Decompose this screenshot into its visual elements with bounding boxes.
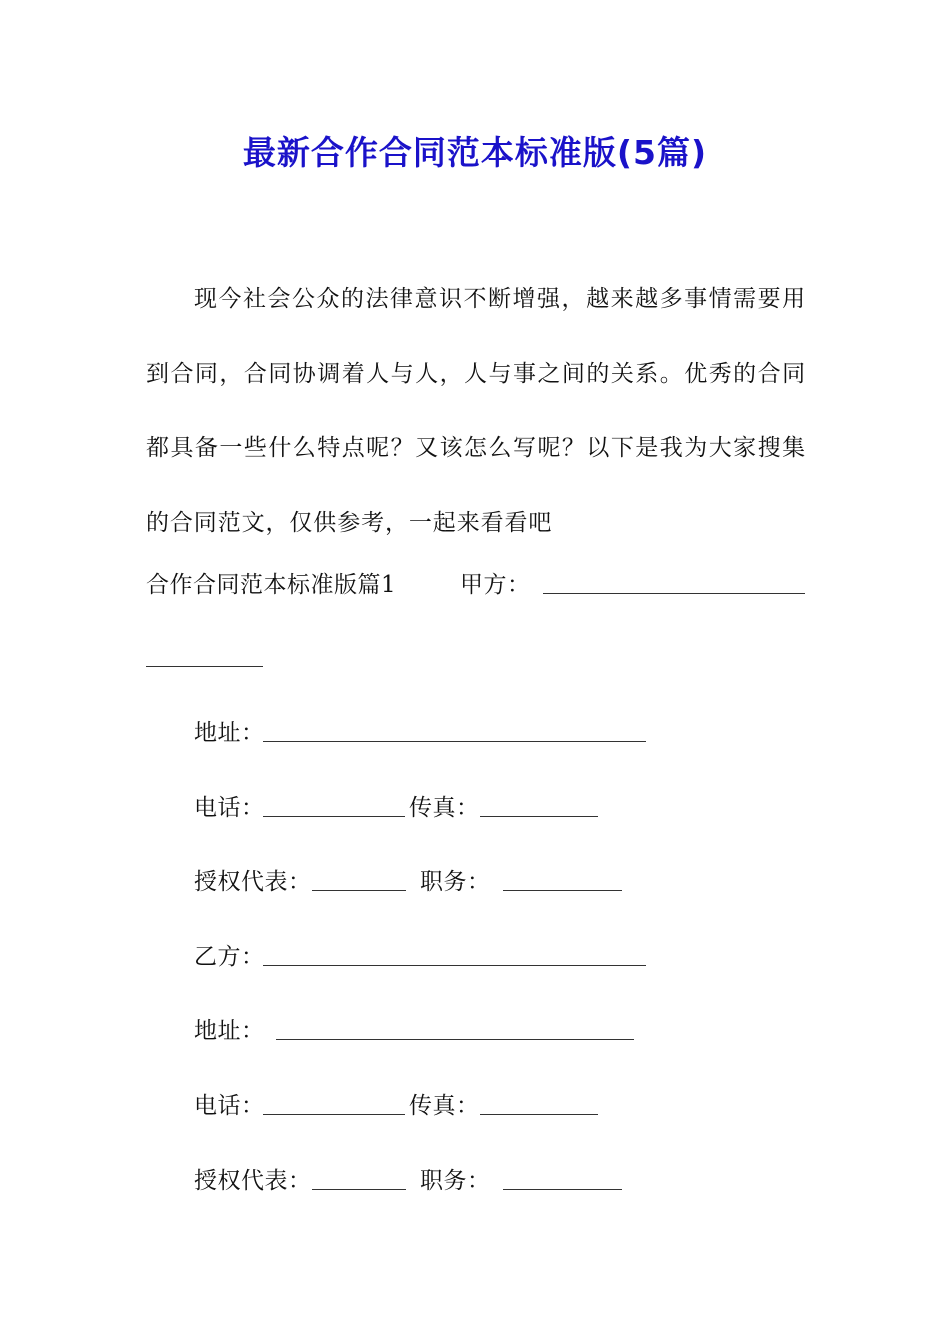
party-b-fax-label: 传真： [409, 1093, 480, 1119]
party-a-address-label: 地址： [194, 720, 265, 746]
party-b-rep-blank [312, 1189, 406, 1190]
party-b-position-blank [503, 1189, 622, 1190]
party-a-blank-continued [146, 666, 263, 667]
document-title: 最新合作合同范本标准版(5篇) [242, 133, 708, 172]
party-b-address-blank [276, 1039, 634, 1040]
party-b-phone-blank [263, 1114, 405, 1115]
party-a-fax-blank [480, 816, 598, 817]
party-b-blank [263, 965, 646, 966]
section-heading: 合作合同范本标准版篇1 [146, 572, 397, 598]
party-b-position-label: 职务： [420, 1168, 491, 1194]
party-b-label: 乙方： [194, 944, 265, 970]
party-a-position-blank [503, 890, 622, 891]
party-b-rep-label: 授权代表： [194, 1168, 312, 1194]
party-b-phone-label: 电话： [194, 1093, 265, 1119]
party-a-rep-label: 授权代表： [194, 869, 312, 895]
party-b-address-label: 地址： [194, 1018, 265, 1044]
party-a-phone-label: 电话： [194, 795, 265, 821]
party-b-fax-blank [480, 1114, 598, 1115]
party-a-position-label: 职务： [420, 869, 491, 895]
party-a-blank [543, 593, 805, 594]
intro-paragraph: 现今社会公众的法律意识不断增强，越来越多事情需要用到合同，合同协调着人与人，人与事之间的关系。优秀的合同都具备一些什么特点呢？又该怎么写呢？以下是我为大家搜集的合同范文，仅供参考，一起来看看吧 [146, 286, 806, 536]
party-a-rep-blank [312, 890, 406, 891]
party-a-phone-blank [263, 816, 405, 817]
party-a-label: 甲方： [460, 572, 531, 598]
party-a-address-blank [263, 741, 646, 742]
party-a-fax-label: 传真： [409, 795, 480, 821]
